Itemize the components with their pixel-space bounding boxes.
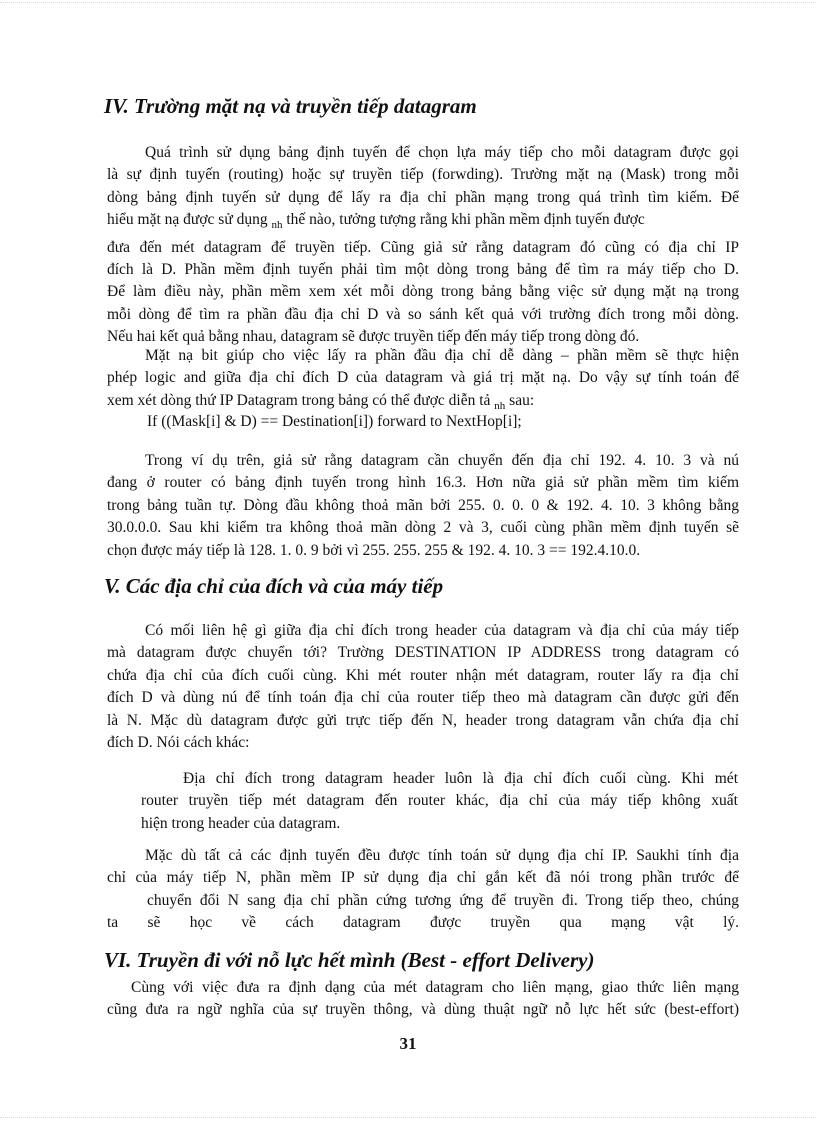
text-line: Địa chỉ đích trong datagram header luôn là địa chỉ đích cuối cùng. Khi mét <box>183 770 738 787</box>
section-5-paragraph-2 <box>107 845 739 935</box>
section-5-heading: V. Các địa chỉ của đích và của máy tiếp <box>104 574 444 598</box>
text-line: Có mối liên hệ gì giữa địa chỉ đích trong header của datagram và địa chỉ của máy tiếp <box>145 622 739 639</box>
text-line: phép logic and giữa địa chỉ đích D của datagram và giá trị mặt nạ. Do vậy sự tính toán để <box>107 369 739 387</box>
text-line: đích D và dùng nú để tính toán địa chỉ của router tiếp theo mà datagram cần được gửi đến <box>107 689 739 707</box>
text-line: ta sẽ học về cách datagram được truyền qua mạng vật lý. <box>107 914 739 932</box>
routing-code-line: If ((Mask[i] & D) == Destination[i]) forward to NextHop[i]; <box>147 413 522 430</box>
text-line: Mặc dù tất cả các định tuyến đều được tính toán sử dụng địa chỉ IP. Saukhi tính địa <box>145 847 739 864</box>
text-line: cũng đưa ra ngữ nghĩa của sự truyền thông, và dùng thuật ngữ nỗ lực hết sức (best-effort) <box>107 1001 739 1019</box>
section-4-paragraph-3 <box>107 450 739 562</box>
text-line: hiện trong header của datagram. <box>141 814 341 832</box>
text-line: đích là D. Phần mềm định tuyến phải tìm một dòng trong bảng để tìm ra máy tiếp cho D. <box>107 261 739 279</box>
section-6-paragraph-1 <box>107 977 739 1022</box>
text-line: Quá trình sử dụng bảng định tuyến để chọn lựa máy tiếp cho mỗi datagram được gọi <box>145 144 739 161</box>
text-line: chọn được máy tiếp là 128. 1. 0. 9 bởi vì 255. 255. 255 & 192. 4. 10. 3 == 192.4.10.0. <box>107 541 641 559</box>
text-line: chuyển đổi N sang địa chỉ phần cứng tương ứng để truyền đi. Trong tiếp theo, chúng <box>147 891 739 909</box>
section-4-heading: IV. Trường mặt nạ và truyền tiếp datagram <box>104 94 477 118</box>
section-4-paragraph-2 <box>107 345 739 417</box>
text-line: đích D. Nói cách khác: <box>107 734 250 752</box>
text-line: mỗi dòng để tìm ra phần đầu địa chỉ D và so sánh kết quả với trường đích trong mỗi dòng. <box>107 305 739 323</box>
text-line: mà datagram được chuyển tới? Trường DESTINATION IP ADDRESS trong datagram có <box>107 644 739 662</box>
text-line: đang ở router có bảng định tuyến trong hình 16.3. Hơn nữa giả sử phần mềm tìm kiếm <box>107 474 739 492</box>
section-6-heading: VI. Truyền đi với nỗ lực hết mình (Best - effort Delivery) <box>104 948 595 972</box>
subscript-nh: nh <box>271 219 283 232</box>
text-line: là N. Mặc dù datagram được gửi trực tiếp đến N, header trong datagram vẫn chứa địa chỉ <box>107 711 739 729</box>
quote-block <box>141 768 738 835</box>
bottom-dotted-rule <box>0 1117 816 1118</box>
text-line: là sự định tuyến (routing) hoặc sự truyền tiếp (forwding). Trường mặt nạ (Mask) trong mỗi <box>107 166 739 184</box>
text-line: Mặt nạ bit giúp cho việc lấy ra phần đầu địa chỉ dễ dàng – phần mềm sẽ thực hiện <box>145 347 739 364</box>
page-number: 31 <box>399 1034 417 1053</box>
text-line: Trong ví dụ trên, giả sử rằng datagram cần chuyển đến địa chỉ 192. 4. 10. 3 và nú <box>145 452 739 469</box>
text-line: chứa địa chỉ của đích cuối cùng. Khi mét router nhận mét datagram, router lấy ra địa chỉ <box>107 666 739 684</box>
text-fragment: hiểu mặt nạ được sử dụng <box>107 211 268 229</box>
text-line <box>107 209 739 236</box>
text-line: router truyền tiếp mét datagram đến router khác, địa chỉ của máy tiếp không xuất <box>141 792 738 810</box>
text-line: trong bảng tuần tự. Dòng đầu không thoả mãn bởi 255. 0. 0. 0 & 192. 4. 10. 3 không bằng <box>107 496 739 514</box>
text-line: dòng bảng định tuyến sử dụng để lấy ra địa chỉ phần mạng trong quá trình tìm kiếm. Để <box>107 188 739 206</box>
text-line: 30.0.0.0. Sau khi kiểm tra không thoả mãn dòng 2 và 3, cuối cùng phần mềm định tuyến sẽ <box>107 519 739 537</box>
section-4-paragraph-1 <box>107 142 739 349</box>
text-line: đưa đến mét datagram để truyền tiếp. Cũng giả sử rằng datagram đó cũng có địa chỉ IP <box>107 238 739 256</box>
text-fragment: thế nào, tưởng tượng rằng khi phần mềm định tuyến được <box>286 211 645 229</box>
top-dotted-rule <box>0 2 816 3</box>
text-fragment: xem xét dòng thứ IP Datagram trong bảng có thể được diễn tả <box>107 391 491 409</box>
text-line: Cùng với việc đưa ra định dạng của mét datagram cho liên mạng, giao thức liên mạng <box>131 979 739 996</box>
text-line: Nếu hai kết quả bằng nhau, datagram sẽ được truyền tiếp đến máy tiếp trong dòng đó. <box>107 328 640 346</box>
text-fragment: sau: <box>509 391 535 409</box>
subscript-nh: nh <box>494 399 506 412</box>
text-line: Để làm điều này, phần mềm xem xét mỗi dòng trong bảng bằng việc sử dụng mặt nạ trong <box>107 283 739 301</box>
section-5-paragraph-1 <box>107 620 739 754</box>
text-line: chỉ của máy tiếp N, phần mềm IP sử dụng địa chỉ gắn kết đã nói trong phần trước để <box>107 869 739 887</box>
